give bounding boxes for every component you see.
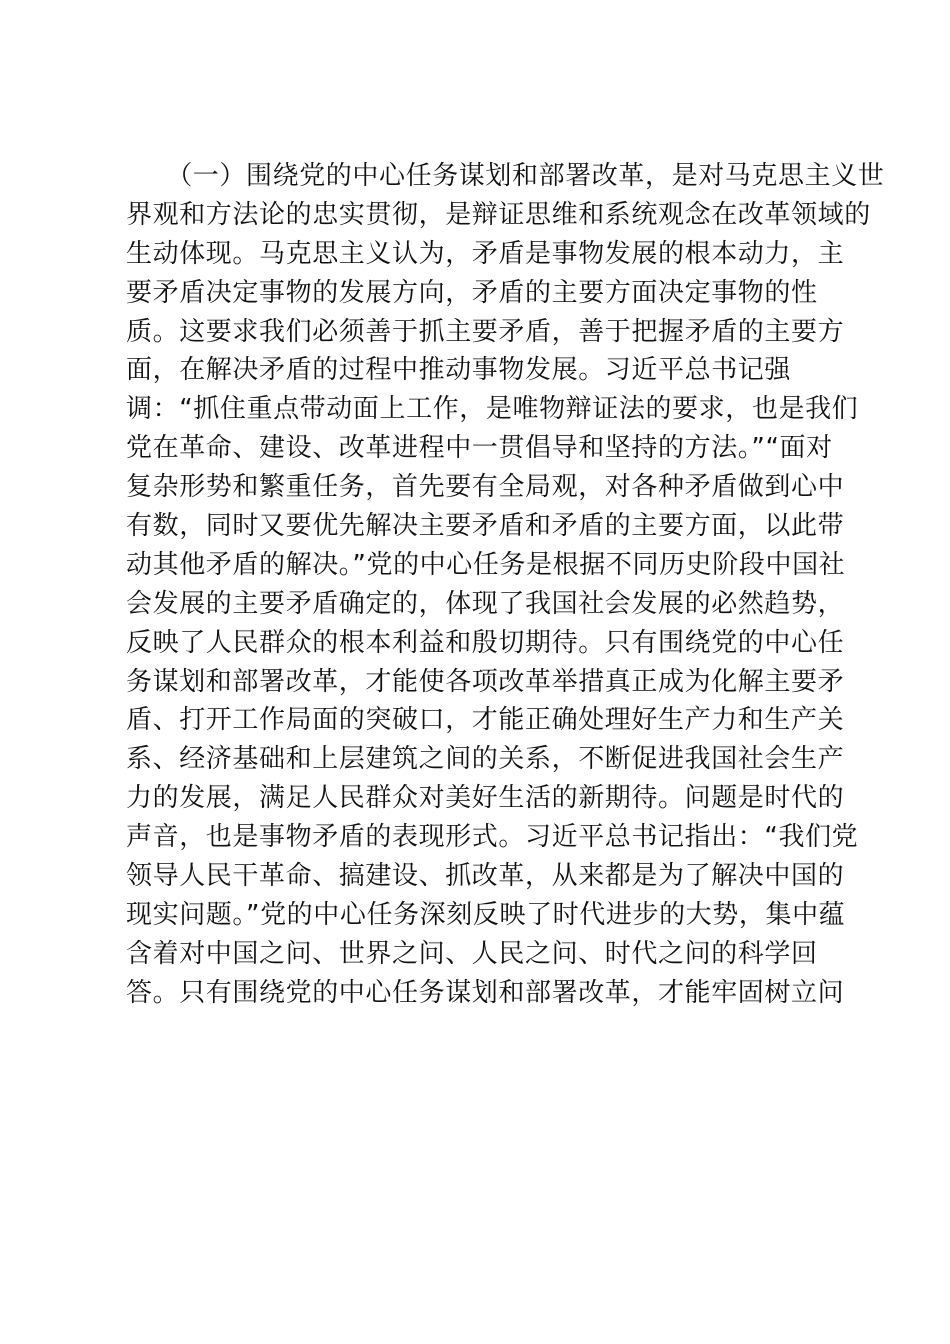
paragraph-line: 声音，也是事物矛盾的表现形式。习近平总书记指出：“我们党 [126,822,859,853]
paragraph-line: 动其他矛盾的解决。”党的中心任务是根据不同历史阶段中国社 [126,549,846,580]
paragraph-line: 务谋划和部署改革，才能使各项改革举措真正成为化解主要矛 [126,666,845,697]
paragraph-line: 反映了人民群众的根本利益和殷切期待。只有围绕党的中心任 [126,627,845,658]
paragraph-line: 含着对中国之问、世界之问、人民之问、时代之问的科学回 [126,938,818,969]
paragraph-line: 现实问题。”党的中心任务深刻反映了时代进步的大势，集中蕴 [126,899,846,930]
paragraph-line: 调：“抓住重点带动面上工作，是唯物辩证法的要求，也是我们 [126,394,859,425]
body-paragraph [126,157,885,1013]
paragraph-line: 答。只有围绕党的中心任务谋划和部署改革，才能牢固树立问 [126,977,845,1008]
paragraph-line: 党在革命、建设、改革进程中一贯倡导和坚持的方法。”“面对 [126,433,833,464]
paragraph-line: 力的发展，满足人民群众对美好生活的新期待。问题是时代的 [126,783,845,814]
paragraph-line: （一）围绕党的中心任务谋划和部署改革，是对马克思主义世 [126,161,885,191]
paragraph-line: 生动体现。马克思主义认为，矛盾是事物发展的根本动力，主 [126,238,845,269]
paragraph-line: 盾、打开工作局面的突破口，才能正确处理好生产力和生产关 [126,705,845,736]
paragraph-line: 界观和方法论的忠实贯彻，是辩证思维和系统观念在改革领域的 [126,199,871,230]
paragraph-line: 领导人民干革命、搞建设、抓改革，从来都是为了解决中国的 [126,861,845,892]
paragraph-line: 复杂形势和繁重任务，首先要有全局观，对各种矛盾做到心中 [126,472,845,503]
paragraph-line: 有数，同时又要优先解决主要矛盾和矛盾的主要方面，以此带 [126,511,845,542]
paragraph-line: 质。这要求我们必须善于抓主要矛盾，善于把握矛盾的主要方 [126,316,845,347]
paragraph-line: 会发展的主要矛盾确定的，体现了我国社会发展的必然趋势， [126,588,845,619]
paragraph-line: 面，在解决矛盾的过程中推动事物发展。习近平总书记强 [126,355,792,386]
paragraph-line: 系、经济基础和上层建筑之间的关系，不断促进我国社会生产 [126,744,845,775]
paragraph-line: 要矛盾决定事物的发展方向，矛盾的主要方面决定事物的性 [126,277,818,308]
